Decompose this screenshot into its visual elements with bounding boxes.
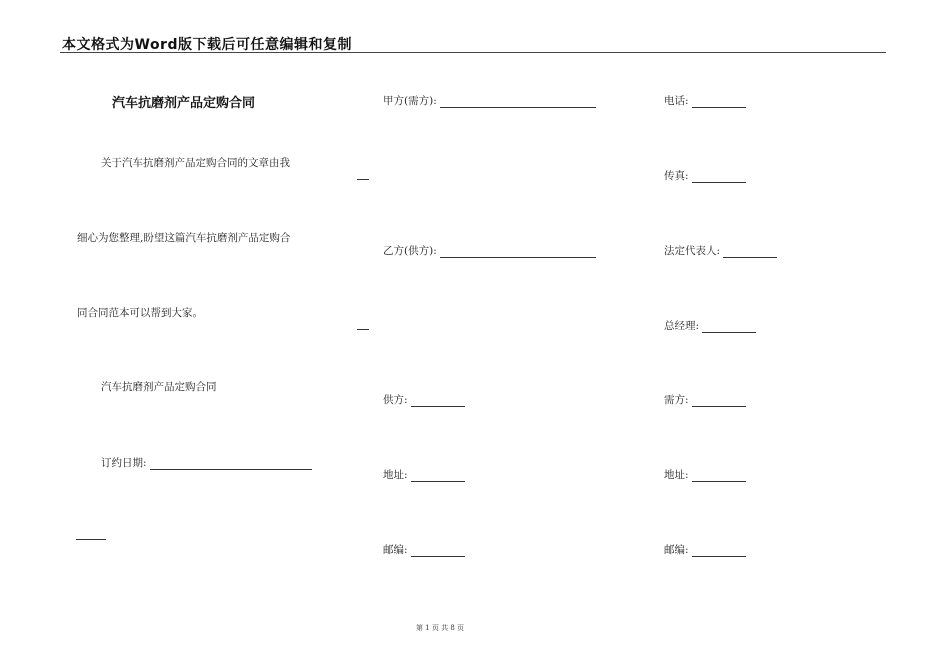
supplier-postcode-row [383, 542, 465, 557]
general-manager-blank [702, 321, 756, 333]
legal-rep-row [664, 243, 777, 258]
supplier-postcode-blank [411, 545, 465, 557]
supplier-address-row [383, 467, 465, 482]
page-suffix: 页 [457, 624, 465, 632]
general-manager-row [664, 318, 756, 333]
party-a-label: 甲方(需方): [383, 95, 437, 107]
intro-line-2: 细心为您整理,盼望这篇汽车抗磨剂产品定购合 [77, 232, 291, 244]
buyer-blank [692, 395, 746, 407]
buyer-row [664, 392, 746, 407]
party-b-label: 乙方(供方): [383, 245, 437, 257]
supplier-label: 供方: [383, 394, 408, 406]
party-b-blank [440, 246, 596, 258]
supplier-row [383, 392, 465, 407]
legal-rep-blank [723, 246, 777, 258]
header-rule [60, 52, 886, 53]
page-total: 8 [450, 624, 455, 632]
page-mid: 页 共 [431, 624, 449, 632]
document-header: 本文格式为Word版下载后可任意编辑和复制 [62, 37, 352, 53]
buyer-postcode-row [664, 542, 746, 557]
buyer-label: 需方: [664, 394, 689, 406]
intro-line-3: 同合同范本可以帮到大家。 [77, 307, 203, 319]
party-b-continuation-line [357, 329, 369, 330]
supplier-blank [411, 395, 465, 407]
buyer-address-blank [692, 470, 746, 482]
party-a-blank [440, 96, 596, 108]
buyer-postcode-label: 邮编: [664, 544, 689, 556]
supplier-postcode-label: 邮编: [383, 544, 408, 556]
supplier-address-label: 地址: [383, 469, 408, 481]
phone-label: 电话: [664, 95, 689, 107]
party-b-row [383, 243, 596, 258]
buyer-postcode-blank [692, 545, 746, 557]
buyer-address-row [664, 467, 746, 482]
sign-date-continuation-line [76, 539, 106, 540]
document-title: 汽车抗磨剂产品定购合同 [112, 96, 256, 111]
fax-label: 传真: [664, 170, 689, 182]
phone-row [664, 93, 746, 108]
fax-row [664, 168, 746, 183]
supplier-address-blank [411, 470, 465, 482]
legal-rep-label: 法定代表人: [664, 245, 721, 257]
page-number-footer [0, 623, 880, 633]
contract-subtitle: 汽车抗磨剂产品定购合同 [101, 381, 217, 393]
sign-date-label: 订约日期: [101, 457, 147, 469]
page-current: 1 [425, 624, 430, 632]
general-manager-label: 总经理: [664, 320, 700, 332]
buyer-address-label: 地址: [664, 469, 689, 481]
party-a-continuation-line [357, 179, 369, 180]
sign-date-blank [150, 458, 312, 470]
phone-blank [692, 96, 746, 108]
page-prefix: 第 [415, 624, 423, 632]
intro-line-1: 关于汽车抗磨剂产品定购合同的文章由我 [101, 157, 290, 169]
sign-date-row [101, 455, 312, 470]
fax-blank [692, 171, 746, 183]
party-a-row [383, 93, 596, 108]
